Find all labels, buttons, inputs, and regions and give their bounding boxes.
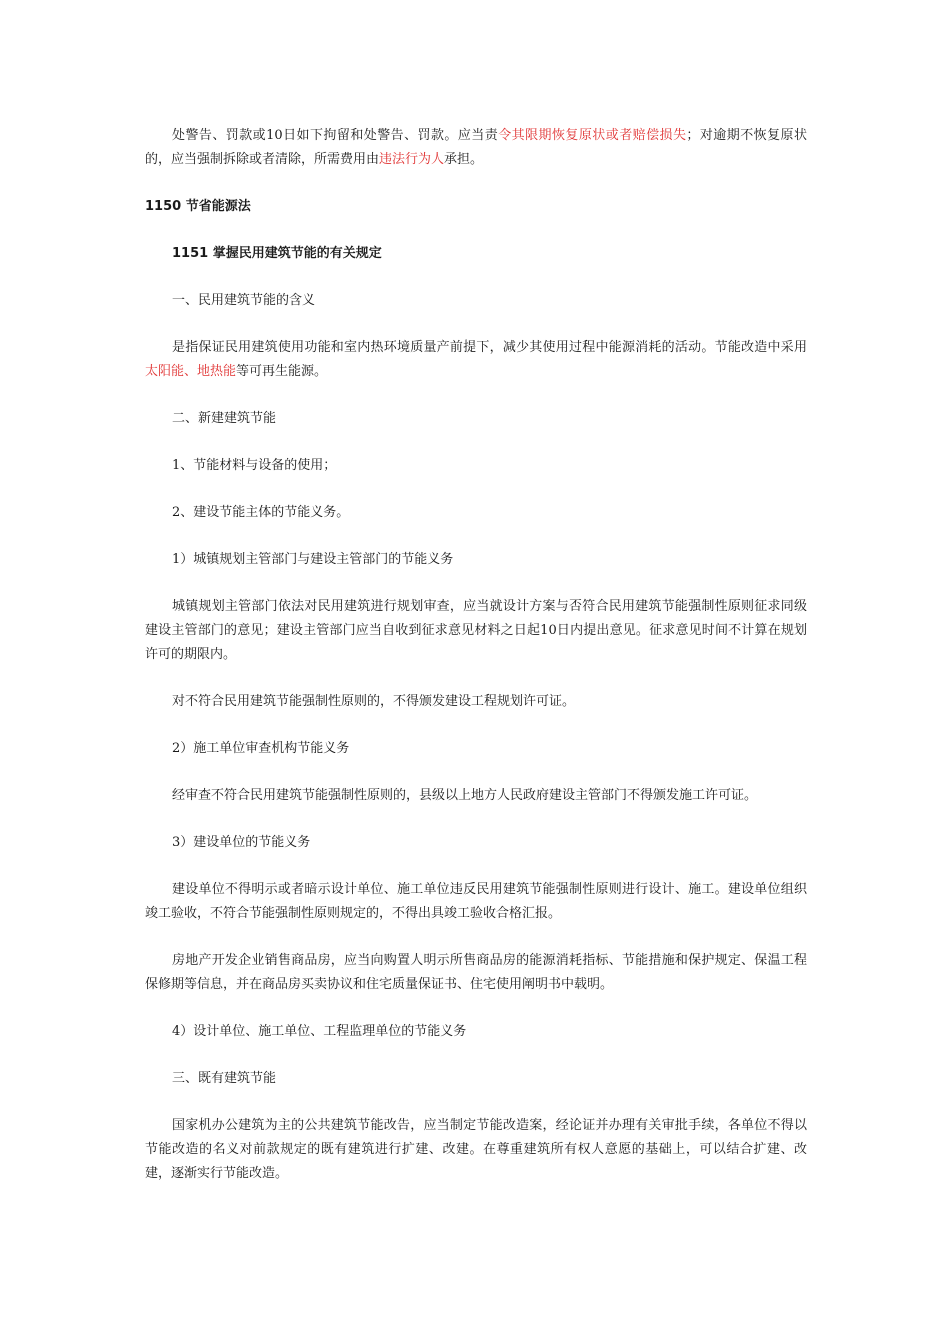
document-page [145,124,807,1209]
text-segment: 对不符合民用建筑节能强制性原则的，不得颁发建设工程规划许可证。 [172,694,576,709]
highlighted-text: 令其限期恢复原状或者赔偿损失 [498,128,687,143]
subitem-2 [145,737,807,761]
text-segment: 二、新建建筑节能 [172,411,277,426]
text-segment: 等可再生能源。 [236,364,328,379]
paragraph-construction-permit [145,784,807,808]
text-segment: 国家机办公建筑为主的公共建筑节能改告，应当制定节能改造案，经论证并办理有关审批手续，各单位不得以节能改造的名义对前款规定的既有建筑进行扩建、改建。在尊重建筑所有权人意愿的基础上，可以结合扩建、改建，逐渐实行节能改造。 [145,1118,807,1181]
section-2-title [145,407,807,431]
heading-1150 [145,195,807,219]
text-segment: 三、既有建筑节能 [172,1071,277,1086]
text-segment: 1151 掌握民用建筑节能的有关规定 [172,246,382,261]
text-segment: 是指保证民用建筑使用功能和室内热环境质量产前提下，减少其使用过程中能源消耗的活动。节能改造中采用 [172,340,807,355]
subitem-4 [145,1020,807,1044]
text-segment: 处警告、罚款或10日如下拘留和处警告、罚款。应当责 [172,128,499,143]
text-segment: 2）施工单位审查机构节能义务 [172,741,350,756]
text-segment: 3）建设单位的节能义务 [172,835,311,850]
text-segment: 一、民用建筑节能的含义 [172,293,316,308]
section-1-title [145,289,807,313]
paragraph-penalty [145,124,807,172]
paragraph-builder [145,878,807,926]
text-segment: 1）城镇规划主管部门与建设主管部门的节能义务 [172,552,454,567]
text-segment: 建设单位不得明示或者暗示设计单位、施工单位违反民用建筑节能强制性原则进行设计、施工。建设单位组织竣工验收，不符合节能强制性原则规定的，不得出具竣工验收合格汇报。 [145,882,807,921]
text-segment: 2、建设节能主体的节能义务。 [172,505,350,520]
paragraph-no-permit [145,690,807,714]
paragraph-planning [145,595,807,667]
subitem-3 [145,831,807,855]
highlighted-text: 太阳能、地热能 [145,364,237,379]
text-segment: 房地产开发企业销售商品房，应当向购置人明示所售商品房的能源消耗指标、节能措施和保护规定、保温工程保修期等信息，并在商品房买卖协议和住宅质量保证书、住宅使用阐明书中载明。 [145,953,807,992]
text-segment: ；对逾期不恢复原状的，应当强制拆除或者清除，所需费用由 [145,128,807,167]
text-segment: 1、节能材料与设备的使用； [172,458,337,473]
section-3-title [145,1067,807,1091]
text-segment: 承担。 [444,152,484,167]
subitem-1 [145,548,807,572]
paragraph-definition [145,336,807,384]
highlighted-text: 违法行为人 [379,152,445,167]
item-1 [145,454,807,478]
text-segment: 经审查不符合民用建筑节能强制性原则的，县级以上地方人民政府建设主管部门不得颁发施工许可证。 [172,788,758,803]
paragraph-developer [145,949,807,997]
heading-1151 [145,242,807,266]
paragraph-existing [145,1114,807,1186]
text-segment: 4）设计单位、施工单位、工程监理单位的节能义务 [172,1024,467,1039]
item-2 [145,501,807,525]
text-segment: 城镇规划主管部门依法对民用建筑进行规划审查，应当就设计方案与否符合民用建筑节能强制性原则征求同级建设主管部门的意见；建设主管部门应当自收到征求意见材料之日起10日内提出意见。征求意见时间不计算在规划许可的期限内。 [145,599,807,662]
text-segment: 1150 节省能源法 [145,199,251,214]
